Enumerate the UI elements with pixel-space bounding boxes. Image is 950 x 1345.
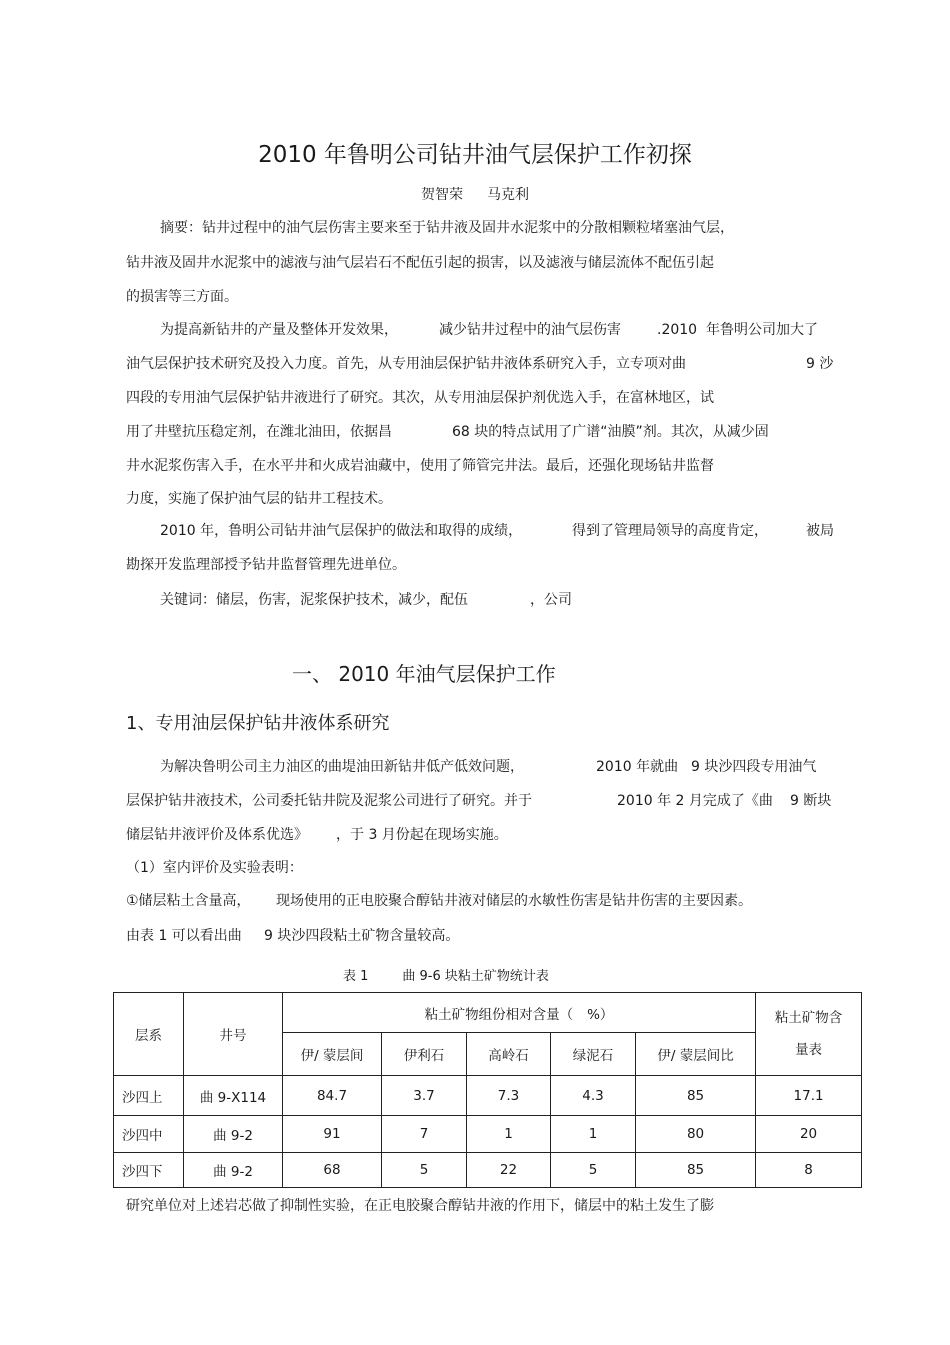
- body-line-6b: 9 块沙四段粘土矿物含量较高。: [264, 928, 460, 944]
- cell-value: 4.3: [551, 1076, 636, 1116]
- section-heading: 一、 2010 年油气层保护工作: [292, 662, 556, 686]
- header-well: 井号: [184, 993, 283, 1076]
- header-total-line-2: 量表: [795, 1042, 823, 1058]
- cell-layer: 沙四下: [114, 1153, 184, 1188]
- abstract-line-10b: 得到了管理局领导的高度肯定，: [572, 523, 768, 539]
- body-line-6a: 由表 1 可以看出曲: [126, 928, 242, 944]
- abstract-line-11: 勘探开发监理部授予钻井监督管理先进单位。: [126, 557, 406, 573]
- cell-value: 7: [382, 1116, 467, 1153]
- body-line-1c: 9 块沙四段专用油气: [691, 759, 817, 775]
- cell-well: 曲 9-2: [184, 1116, 283, 1153]
- author-2: 马克利: [487, 187, 529, 203]
- table-row: [114, 1153, 862, 1188]
- abstract-line-10a: 2010 年，鲁明公司钻井油气层保护的做法和取得的成绩，: [160, 523, 523, 539]
- header-layer: 层系: [114, 993, 184, 1076]
- abstract-line-8: 井水泥浆伤害入手，在水平井和火成岩油藏中，使用了筛管完井法。最后，还强化现场钻井监督: [126, 458, 714, 474]
- cell-value: 5: [551, 1153, 636, 1188]
- cell-value: 3.7: [382, 1076, 467, 1116]
- abstract-line-4b: 减少钻井过程中的油气层伤害: [439, 322, 621, 338]
- cell-value: 91: [283, 1116, 382, 1153]
- subsection-heading: 1、专用油层保护钻井液体系研究: [126, 713, 390, 734]
- document-title: 2010 年鲁明公司钻井油气层保护工作初探: [258, 142, 692, 168]
- abstract-line-7a: 用了井壁抗压稳定剂，在潍北油田，依据昌: [126, 424, 392, 440]
- abstract-line-1: 摘要：钻井过程中的油气层伤害主要来至于钻井液及固井水泥浆中的分散相颗粒堵塞油气层，: [160, 220, 734, 236]
- body-line-5a: ①储层粘土含量高，: [126, 893, 251, 909]
- cell-value: 17.1: [756, 1076, 862, 1116]
- cell-value: 1: [551, 1116, 636, 1153]
- table-row: [114, 1116, 862, 1153]
- header-group: [283, 993, 756, 1033]
- cell-value: 68: [283, 1153, 382, 1188]
- keywords: 关键词：储层，伤害，泥浆保护技术，减少，配伍: [160, 592, 468, 608]
- cell-well: 曲 9-X114: [184, 1076, 283, 1116]
- body-line-4: （1）室内评价及实验表明：: [126, 860, 303, 876]
- abstract-line-4c: .2010: [657, 322, 698, 338]
- body-line-2c: 9 断块: [790, 793, 832, 809]
- clay-mineral-table: [113, 992, 862, 1188]
- body-line-5b: 现场使用的正电胶聚合醇钻井液对储层的水敏性伤害是钻井伤害的主要因素。: [276, 893, 752, 909]
- header-illite: 伊利石: [382, 1033, 467, 1076]
- cell-value: 8: [756, 1153, 862, 1188]
- cell-well: 曲 9-2: [184, 1153, 283, 1188]
- cell-layer: 沙四中: [114, 1116, 184, 1153]
- header-illite-smectite: 伊/ 蒙层间: [283, 1033, 382, 1076]
- header-kaolinite: 高岭石: [467, 1033, 551, 1076]
- cell-value: 22: [467, 1153, 551, 1188]
- authors: [0, 184, 950, 204]
- abstract-line-3: 的损害等三方面。: [126, 289, 238, 305]
- body-line-1b: 2010 年就曲: [596, 759, 679, 775]
- table-caption-number: 表 1: [343, 969, 369, 984]
- body-line-2a: 层保护钻井液技术，公司委托钻井院及泥浆公司进行了研究。并于: [126, 793, 532, 809]
- table-caption-text: 曲 9-6 块粘土矿物统计表: [402, 969, 549, 984]
- abstract-line-7b: 68 块的特点试用了广谱“油膜”剂。其次，从减少固: [452, 424, 769, 440]
- cell-value: 85: [636, 1076, 756, 1116]
- header-illite-smectite-ratio: 伊/ 蒙层间比: [636, 1033, 756, 1076]
- body-line-3a: 储层钻井液评价及体系优选》: [126, 827, 308, 843]
- cell-value: 20: [756, 1116, 862, 1153]
- header-group-label: 粘土矿物组份相对含量（: [424, 1006, 574, 1023]
- abstract-line-6: 四段的专用油气层保护钻井液进行了研究。其次，从专用油层保护剂优选入手，在富林地区，试: [126, 390, 714, 406]
- cell-layer: 沙四上: [114, 1076, 184, 1116]
- body-line-3b: ，于 3 月份起在现场实施。: [336, 827, 508, 843]
- header-total-line-1: 粘土矿物含: [774, 1010, 843, 1026]
- cell-value: 80: [636, 1116, 756, 1153]
- body-line-2b: 2010 年 2 月完成了《曲: [617, 793, 773, 809]
- cell-value: 84.7: [283, 1076, 382, 1116]
- cell-value: 85: [636, 1153, 756, 1188]
- keywords-tail: ，公司: [530, 592, 572, 608]
- abstract-line-4a: 为提高新钻井的产量及整体开发效果，: [160, 322, 398, 338]
- header-chlorite: 绿泥石: [551, 1033, 636, 1076]
- author-1: 贺智荣: [421, 187, 463, 203]
- abstract-line-5b: 9 沙: [806, 356, 834, 372]
- after-table-line: 研究单位对上述岩芯做了抑制性实验，在正电胶聚合醇钻井液的作用下，储层中的粘土发生了膨: [126, 1198, 714, 1214]
- abstract-line-2: 钻井液及固井水泥浆中的滤液与油气层岩石不配伍引起的损害，以及滤液与储层流体不配伍引起: [126, 255, 714, 271]
- cell-value: 5: [382, 1153, 467, 1188]
- header-total: [756, 993, 862, 1076]
- body-line-1a: 为解决鲁明公司主力油区的曲堤油田新钻井低产低效问题，: [160, 759, 524, 775]
- abstract-line-5a: 油气层保护技术研究及投入力度。首先，从专用油层保护钻井液体系研究入手，立专项对曲: [126, 356, 686, 372]
- table-row: [114, 1076, 862, 1116]
- abstract-line-4d: 年鲁明公司加大了: [706, 322, 818, 338]
- cell-value: 1: [467, 1116, 551, 1153]
- abstract-line-10c: 被局: [806, 523, 834, 539]
- abstract-line-9: 力度，实施了保护油气层的钻井工程技术。: [126, 491, 392, 507]
- cell-value: 7.3: [467, 1076, 551, 1116]
- table-caption: [343, 965, 549, 984]
- header-group-unit: %）: [587, 1006, 614, 1023]
